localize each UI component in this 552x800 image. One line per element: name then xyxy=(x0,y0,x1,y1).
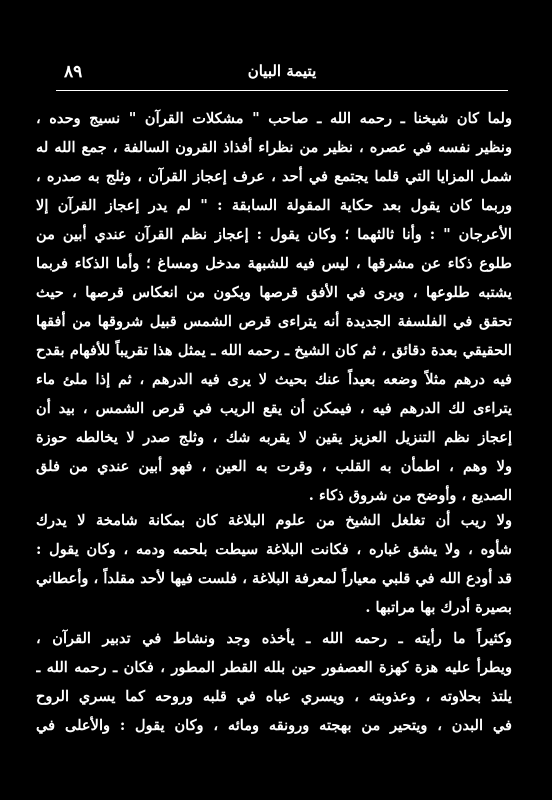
text-line: شأوه ، ولا يشق غباره ، فكانت البلاغة سيطت بلحمه ودمه ، وكان يقول : xyxy=(36,541,512,558)
text-line: قد أودع الله في قلبي معياراً لمعرفة البلاغة ، فلست فيها لأحد مقلداً ، وأعطاني xyxy=(36,570,512,587)
running-title: يتيمة البيان xyxy=(247,62,317,80)
text-line: يتراءى لك الدرهم فيه ، فيمكن أن يقع الريب في قرص الشمس ، بيد أن xyxy=(36,400,512,417)
text-line: ونظير نفسه في عصره ، نظير من نظراء أفذاذ القرون السالفة ، جمع الله له xyxy=(36,139,512,156)
text-line: الحقيقي بعدة دقائق ، ثم كان الشيخ ـ رحمه الله ـ يمثل هذا تقريباً للأفهام بقدح xyxy=(36,342,512,359)
page-number: ٨٩ xyxy=(64,62,83,82)
text-line: يلتذ بحلاوته ، وعذوبته ، ويسري عباه في قلبه وروحه كما يسري الروح xyxy=(36,688,512,705)
header-divider xyxy=(56,90,508,91)
text-line: ويطرأ عليه هزة كهزة العصفور حين بلله القطر المطور ، فكان ـ رحمه الله ـ xyxy=(36,659,512,676)
text-line: ولا وهم ، اطمأن به القلب ، وقرت به العين ، فهو أبين عندي من فلق xyxy=(36,458,512,475)
text-line: الصديع ، وأوضح من شروق ذكاء . xyxy=(308,487,512,504)
text-line: بصيرة أدرك بها مراتبها . xyxy=(365,599,512,616)
text-line: وربما كان يقول بعد حكاية المقولة السابقة : " لم يدر إعجاز القرآن إلا xyxy=(36,197,512,214)
text-line: يشتبه طلوعها ، ويرى في الأفق قرصها ويكون من انعكاس قرصها ، حيث xyxy=(36,284,512,301)
text-line: إعجاز نظم التنزيل العزيز يقين لا يقربه شك ، وثلج صدر لا يخالطه حوزة xyxy=(36,429,512,446)
text-line: في البدن ، ويتحير من بهجته ورونقه ومائه ، وكان يقول : والأعلى في xyxy=(36,717,512,734)
text-line: طلوع ذكاء عن مشرقها ، ليس فيه للشبهة مدخل ومساغ ؛ وأما الذكاء فربما xyxy=(36,255,512,272)
paragraph-1 xyxy=(36,104,512,510)
paragraph-3 xyxy=(36,624,512,740)
text-line: شمل المزايا التي قلما يجتمع في أحد ، عرف إعجاز القرآن ، وثلج به صدره ، xyxy=(36,168,512,185)
paragraph-2 xyxy=(36,506,512,622)
text-line: ولا ريب أن تغلغل الشيخ من علوم البلاغة كان بمكانة شامخة لا يدرك xyxy=(36,512,512,529)
text-line: فيه درهم مثلاً وضعه بعيداً عنك بحيث لا يرى فيه الدرهم ، ثم إذا ملئ ماء xyxy=(36,371,512,388)
text-line: تحقق في الفلسفة الجديدة أنه يتراءى قرص الشمس قبيل شروقها من أفقها xyxy=(36,313,512,330)
text-line: ولما كان شيخنا ـ رحمه الله ـ صاحب " مشكلات القرآن " نسيج وحده ، xyxy=(36,110,512,127)
text-line: الأعرجان " : وأنا ثالثهما ؛ وكان يقول : إعجاز نظم القرآن عندي أبين من xyxy=(36,226,512,243)
text-line: وكثيراً ما رأيته ـ رحمه الله ـ يأخذه وجد ونشاط في تدبير القرآن ، xyxy=(36,630,512,647)
page-header xyxy=(58,58,506,88)
